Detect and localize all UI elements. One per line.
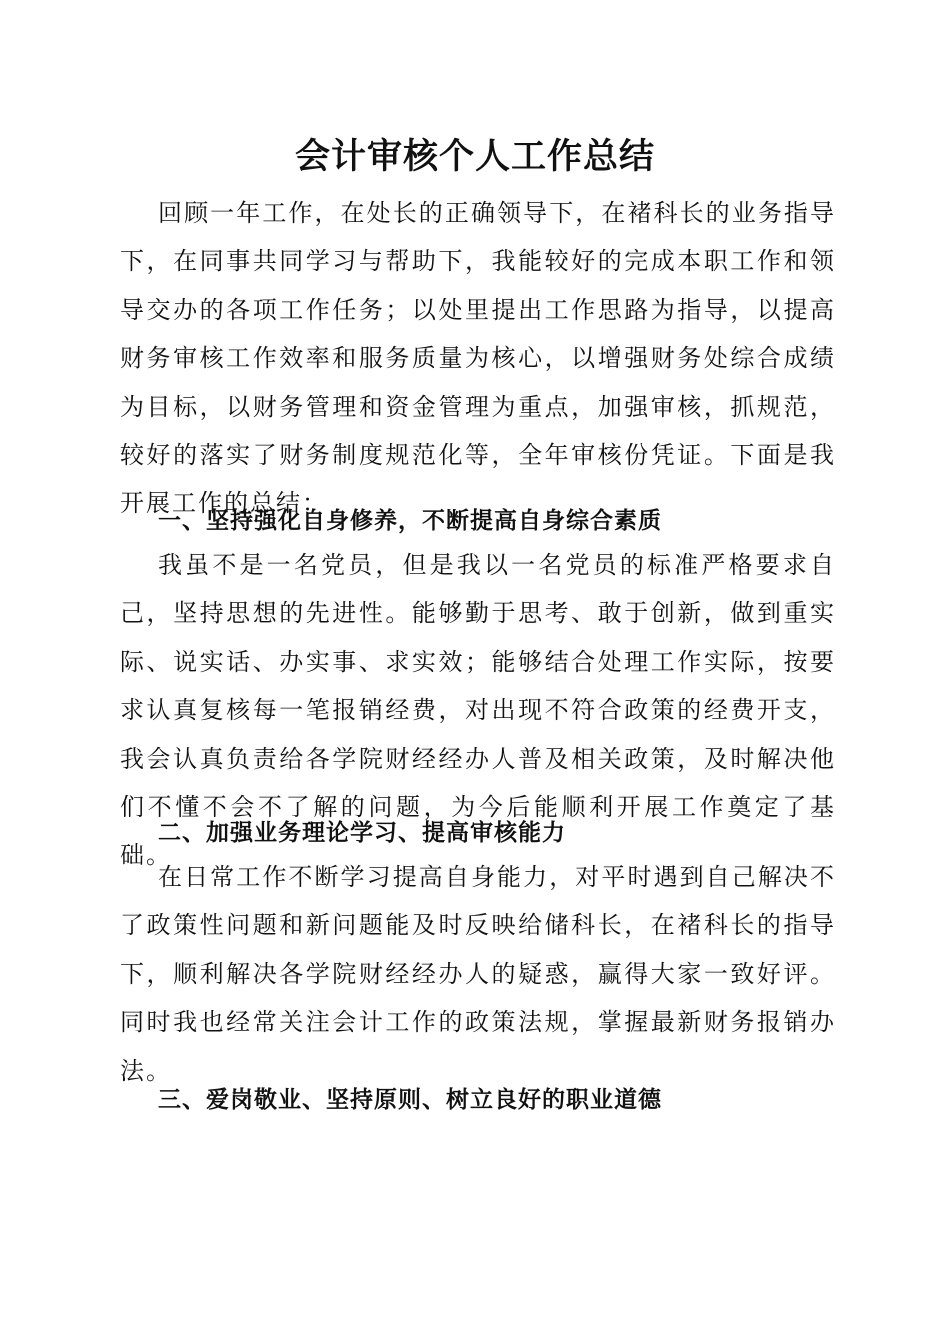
section-1-paragraph: 我虽不是一名党员，但是我以一名党员的标准严格要求自己，坚持思想的先进性。能够勤于思考、敢于创新，做到重实际、说实话、办实事、求实效；能够结合处理工作实际，按要求认真复核每一笔报销经费，对出现不符合政策的经费开支，我会认真负责给各学院财经经办人普及相关政策，及时解决他们不懂不会不了解的问题，为今后能顺利开展工作奠定了基础。 — [120, 551, 836, 870]
intro-paragraph: 回顾一年工作，在处长的正确领导下，在褚科长的业务指导下，在同事共同学习与帮助下，我能较好的完成本职工作和领导交办的各项工作任务；以处里提出工作思路为指导，以提高财务审核工作效率和服务质量为核心，以增强财务处综合成绩为目标，以财务管理和资金管理为重点，加强审核，抓规范，较好的落实了财务制度规范化等，全年审核份凭证。下面是我开展工作的总结： — [120, 199, 836, 518]
section-1-heading: 一、坚持强化自身修养，不断提高自身综合素质 — [158, 508, 662, 534]
section-2-paragraph: 在日常工作不断学习提高自身能力，对平时遇到自己解决不了政策性问题和新问题能及时反映给储科长，在褚科长的指导下，顺利解决各学院财经经办人的疑惑，赢得大家一致好评。同时我也经常关注会计工作的政策法规，掌握最新财务报销办法。 — [120, 863, 836, 1085]
section-3-heading: 三、爱岗敬业、坚持原则、树立良好的职业道德 — [158, 1087, 662, 1113]
document-title: 会计审核个人工作总结 — [294, 136, 655, 177]
section-2-heading: 二、加强业务理论学习、提高审核能力 — [158, 820, 566, 846]
